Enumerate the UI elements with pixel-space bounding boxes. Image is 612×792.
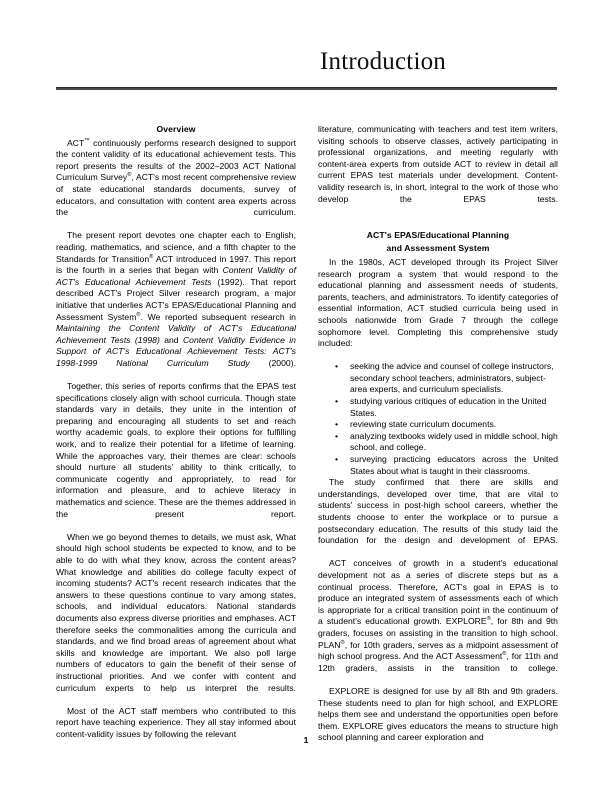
paragraph-overview-1: ACT™ continuously performs research designed to support the content validity of its educational achievement tests. This report presents the results of the 2002–2003 ACT National Curriculum Survey®, ACT's most recent comprehensive review of state educational standards documents, survey of educators, and consultation with content area experts across the curriculum.: [56, 137, 296, 218]
cited-title: Content Validity of ACT's Educational Achievement Tests: [56, 265, 296, 287]
paragraph-overview-3: Together, this series of reports confirms that the EPAS test specifications closely align with school curricula. Though state standards vary in details, they unite in the intention of preparing and encouraging all students to set and reach worthy academic goals, to explore their options for fulfilling work, and to realize their potential for a lifetime of learning. While the approaches vary, their themes are clear: schools should nurture all students' ability to think critically, to communicate cogently and appropriately, to read for information and pleasure, and to achieve literacy in mathematics and science. These are the themes addressed in the present report.: [56, 381, 296, 519]
paragraph-epas-intro: In the 1980s, ACT developed through its Project Silver research program a system that would respond to the educational planning and assessment needs of students, parents, teachers, and administrators. To identify categories of essential information, ACT studied curricula being used in schools nationwide from Grade 7 through the college sophomore level. Completing this comprehensive study included:: [318, 256, 558, 349]
bullet-icon: •: [335, 361, 339, 372]
list-item-text: seeking the advice and counsel of college instructors, secondary school teachers, administrators, subject-area experts, and curriculum specialists.: [350, 361, 554, 395]
cited-title: Content Validity Evidence in Support of ACT's Educational Achievement Tests: ACT's 1998-1999 National Curriculum Study: [56, 334, 296, 368]
two-column-body: [56, 124, 557, 744]
paragraph-explore: EXPLORE is designed for use by all 8th and 9th graders. These students need to plan for high school, and EXPLORE helps them see and understand the opportunities open before them. EXPLORE gives educators the means to structure high school planning and career exploration and: [318, 685, 558, 743]
epas-study-list: [318, 361, 558, 477]
header-divider: [56, 87, 557, 90]
list-item-text: reviewing state curriculum documents.: [350, 419, 497, 430]
right-column: [318, 124, 558, 744]
page-number: 1: [303, 735, 309, 745]
epas-heading-line-2: and Assessment System: [386, 243, 490, 254]
bullet-icon: •: [335, 396, 339, 407]
bullet-icon: •: [335, 430, 339, 441]
bullet-icon: •: [335, 454, 339, 465]
paragraph-overview-5: Most of the ACT staff members who contributed to this report have teaching experience. They all stay informed about content-validity issues by following the relevant: [56, 705, 296, 739]
registered-symbol: ®: [486, 616, 491, 623]
page-title: Introduction: [320, 48, 446, 75]
paragraph-study-confirmed: The study confirmed that there are skills and understandings, developed over time, that are vital to students' success in post-high school careers, whether the students choose to enter the workplace or to pursue a postsecondary education. The results of this study laid the foundation for the design and development of EPAS.: [318, 477, 558, 546]
paragraph-overview-2: The present report devotes one chapter each to English, reading, mathematics, and science, and a fifth chapter to the Standards for Transition® ACT introduced in 1997. This report is the fourth in a series that began with Content Validity of ACT's Educational Achievement Tests (1992). That report described ACT's Project Silver research program, a major initiative that underlies ACT's EPAS/Educational Planning and Assessment System®. We reported subsequent research in Maintaining the Content Validity of ACT's Educational Achievement Tests (1998) and Content Validity Evidence in Support of ACT's Educational Achievement Tests: ACT's 1998-1999 National Curriculum Study (2000).: [56, 230, 296, 368]
list-item-text: surveying practicing educators across the United States about what is taught in their classrooms.: [350, 454, 558, 476]
list-item: [318, 454, 558, 477]
list-item: [318, 361, 558, 396]
trademark-symbol: ™: [84, 137, 90, 144]
paragraph-continued: literature, communicating with teachers and test item writers, visiting schools to observe classes, actively participating in professional organizations, and meeting regularly with content-area experts from outside ACT to review in detail all current EPAS test materials under development. Content-validity research is, in short, integral to the work of those who develop the EPAS tests.: [318, 124, 558, 204]
page-header: [56, 47, 557, 90]
bullet-icon: •: [335, 419, 339, 430]
registered-symbol: ®: [127, 172, 132, 179]
registered-symbol: ®: [136, 311, 141, 318]
list-item: [318, 431, 558, 454]
list-item-text: analyzing textbooks widely used in middle school, high school, and college.: [350, 430, 558, 453]
registered-symbol: ®: [340, 639, 345, 646]
paragraph-act-conceives: ACT conceives of growth in a student's educational development not as a series of discrete steps but as a continual process. Therefore, ACT's goal in EPAS is to produce an integrated system of assessments each of which is appropriate for a critical transition point in the continuum of a student's educational growth. EXPLORE®, for 8th and 9th graders, focuses on assisting in the transition to high school. PLAN®, for 10th graders, serves as a midpoint assessment of high school progress. And the ACT Assessment®, for 11th and 12th graders, assists in the transition to college.: [318, 558, 558, 673]
overview-heading: Overview: [156, 124, 196, 134]
left-column: [56, 124, 296, 744]
registered-symbol: ®: [149, 253, 154, 260]
list-item: [318, 396, 558, 419]
registered-symbol: ®: [502, 651, 507, 658]
list-item: [318, 419, 558, 431]
list-item-text: studying various critiques of education in the United States.: [350, 396, 547, 418]
cited-title: Maintaining the Content Validity of ACT's Educational Achievement Tests (1998): [56, 323, 296, 345]
paragraph-overview-4: When we go beyond themes to details, we must ask, What should high school students be expected to know, and to be able to do with what they know, across the content areas? What knowledge and abilities do college faculty expect of incoming students? ACT's recent research indicates that the answers to these questions continue to vary among states, schools, and individual educators. National standards documents also express diverse priorities and emphases. ACT therefore seeks the commonalities among the curricula and standards, and we find broad areas of agreement about what skills and knowledge are important. We also poll large numbers of educators to gain the benefit of their sense of instructional priorities. And we confer with content and curriculum experts to help us interpret the results.: [56, 531, 296, 693]
epas-heading-line-1: ACT's EPAS/Educational Planning: [366, 229, 510, 240]
